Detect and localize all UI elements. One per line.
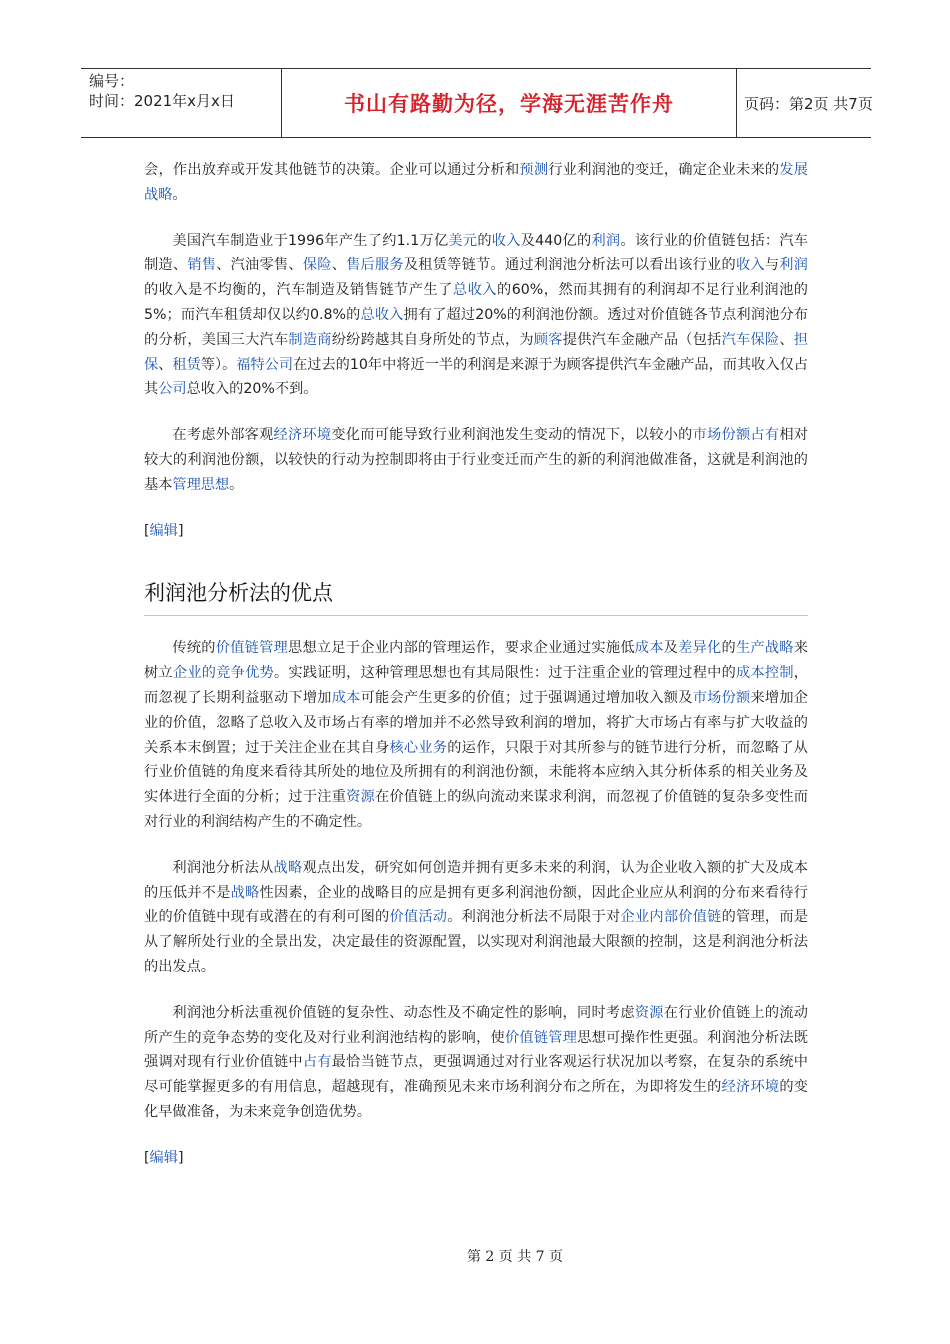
article-body <box>144 158 808 1171</box>
inline-link[interactable]: 收入 <box>491 232 521 249</box>
inline-link[interactable]: 经济环境 <box>273 427 332 444</box>
inline-link[interactable]: 价值活动 <box>389 909 448 926</box>
paragraph-text: 行业利润池的变迁，确定企业未来的 <box>548 162 780 178</box>
edit-link-2[interactable] <box>144 1146 808 1171</box>
paragraph-text: 相对较大的利润池份额，以较快的行动为控制即将由于行业变迁而产生的新的利润池做准备，这就是利润池的基本 <box>144 427 808 493</box>
paragraph-text: 最恰当链节点，更强调通过对行业客观运行状况加以考察，在复杂的系统中尽可能掌握更多的有用信息，超越现有，准确预见未来市场利润分布之所在，为即将发生的 <box>144 1054 808 1096</box>
edit-bracket-open: [ <box>144 1149 150 1166</box>
paragraph-text: 的 <box>477 232 492 249</box>
inline-link[interactable]: 价值链管理 <box>504 1029 578 1046</box>
page-footer: 第 2 页 共 7 页 <box>466 1249 564 1265</box>
edit-link-1[interactable] <box>144 519 808 544</box>
inline-link[interactable]: 经济环境 <box>721 1079 780 1096</box>
paragraph-text: 的运作，只限于对其所参与的链节进行分析，而忽略了从行业价值链的角度来看待其所处的地位及所拥有的利润池份额，未能将本应纳入其分析体系的相关业务及实体进行全面的分析；过于注重 <box>144 739 808 806</box>
paragraph-text: 思想可操作性更强。利润池分析法既强调对现有行业价值链中 <box>144 1029 808 1071</box>
inline-link[interactable]: 租赁 <box>172 356 201 373</box>
paragraph-5 <box>144 856 808 980</box>
inline-link[interactable]: 担保 <box>144 331 808 373</box>
paragraph-text: 的变化早做准备，为未来竞争创造优势。 <box>144 1079 808 1120</box>
edit-bracket-close: ] <box>177 522 184 539</box>
paragraph-text: 拥有了超过20%的利润池份额。透过对价值链各节点利润池分布的分析，美国三大汽车 <box>144 306 808 348</box>
paragraph-text: 来树立 <box>144 640 808 682</box>
edit-link-text[interactable]: 编辑 <box>149 522 178 539</box>
paragraph-text: 。实践证明，这种管理思想也有其局限性：过于注重企业的管理过程中的 <box>273 665 737 682</box>
inline-link[interactable]: 福特公司 <box>236 356 294 373</box>
paragraph-text: 、汽油零售、 <box>216 257 303 274</box>
inline-link[interactable]: 顾客 <box>533 331 563 348</box>
paragraph-text: 与 <box>764 257 780 274</box>
inline-link[interactable]: 成本控制 <box>736 665 794 682</box>
document-date: 时间：2021年x月x日 <box>89 92 235 110</box>
paragraph-text: 。 <box>172 186 187 203</box>
inline-link[interactable]: 公司 <box>158 381 187 398</box>
paragraph-3 <box>144 423 808 497</box>
inline-link[interactable]: 收入 <box>735 257 765 274</box>
inline-link[interactable]: 资源 <box>634 1004 664 1021</box>
paragraph-text: 。利润池分析法不局限于对 <box>447 909 621 926</box>
paragraph-text: 的收入是不均衡的，汽车制造及销售链节产生了 <box>144 282 453 299</box>
header-motto: 书山有路勤为径，学海无涯苦作舟 <box>344 91 674 116</box>
edit-bracket-close: ] <box>177 1149 184 1166</box>
paragraph-2 <box>144 229 808 403</box>
edit-bracket-open: [ <box>144 522 150 539</box>
inline-link[interactable]: 成本 <box>331 689 361 706</box>
inline-link[interactable]: 总收入 <box>452 282 497 299</box>
paragraph-text: 来增加企业的价值，忽略了总收入及市场占有率的增加并不必然导致利润的增加，将扩大市场占有率与扩大收益的关系本末倒置；过于关注企业在其自身 <box>144 689 808 756</box>
inline-link[interactable]: 汽车保险 <box>721 331 780 348</box>
inline-link[interactable]: 管理思想 <box>172 476 230 493</box>
page-header <box>81 68 871 138</box>
paragraph-text: 性因素，企业的战略目的应是拥有更多利润池份额，因此企业应从利润的分布来看待行业的价值链中现有或潜在的有利可图的 <box>144 884 808 926</box>
inline-link[interactable]: 企业内部价值链 <box>620 909 722 926</box>
paragraph-6 <box>144 1001 808 1125</box>
document-number: 编号： <box>89 72 135 90</box>
header-page-number: 页码：第2页 共7页 <box>744 94 873 113</box>
inline-link[interactable]: 保险 <box>302 257 332 274</box>
section-title: 利润池分析法的优点 <box>144 577 808 616</box>
paragraph-text: 总收入的20%不到。 <box>186 381 318 398</box>
inline-link[interactable]: 企业的竞争优势 <box>172 665 274 682</box>
edit-link-text[interactable]: 编辑 <box>149 1149 178 1166</box>
paragraph-text: 、 <box>331 257 347 274</box>
paragraph-text: 的60%，然而其拥有的利润却不足行业利润池的5%；而汽车租赁却仅以约0.8%的 <box>144 282 808 323</box>
paragraph-text: 及 <box>663 640 679 657</box>
paragraph-text: 可能会产生更多的价值；过于强调通过增加收入额及 <box>360 689 693 706</box>
inline-link[interactable]: 占有 <box>302 1054 332 1071</box>
paragraph-text: 及440亿的 <box>520 232 592 249</box>
paragraph-text: 、 <box>779 331 794 348</box>
paragraph-text: 思想立足于企业内部的管理运作，要求企业通过实施低 <box>288 640 635 657</box>
inline-link[interactable]: 价值链管理 <box>215 640 288 657</box>
inline-link[interactable]: 利润 <box>779 257 808 274</box>
paragraph-text: 美国汽车制造业于1996年产生了约1.1万亿 <box>172 232 449 249</box>
paragraph-text: 等）。 <box>200 356 237 373</box>
paragraph-text: 观点出发，研究如何创造并拥有更多未来的利润，认为企业收入额的扩大及成本的压低并不是 <box>144 859 808 901</box>
inline-link[interactable]: 预测 <box>519 162 549 178</box>
paragraph-text: 利润池分析法重视价值链的复杂性、动态性及不确定性的影响，同时考虑 <box>172 1004 635 1021</box>
paragraph-text: 变化而可能导致行业利润池发生变动的情况下，以较小的 <box>331 427 693 444</box>
paragraph-text: 在考虑外部客观 <box>172 427 274 444</box>
paragraph-text: 传统的 <box>172 640 216 657</box>
paragraph-4 <box>144 636 808 834</box>
inline-link[interactable]: 利润 <box>591 232 621 249</box>
inline-link[interactable]: 销售 <box>187 257 217 274</box>
paragraph-text: 在过去的10年中将近一半的利润是来源于为顾客提供汽车金融产品，而其收入仅占其 <box>144 356 808 398</box>
inline-link[interactable]: 核心业务 <box>389 739 448 756</box>
paragraph-1 <box>144 158 808 208</box>
inline-link[interactable]: 市场份额占有 <box>692 427 780 444</box>
inline-link[interactable]: 战略 <box>230 884 260 901</box>
inline-link[interactable]: 制造商 <box>288 331 332 348</box>
inline-link[interactable]: 美元 <box>448 232 478 249</box>
paragraph-text: 纷纷跨越其自身所处的节点，为 <box>331 331 534 348</box>
paragraph-text: 提供汽车金融产品（包括 <box>562 331 722 348</box>
paragraph-text: 利润池分析法从 <box>172 859 274 876</box>
inline-link[interactable]: 差异化 <box>678 640 722 657</box>
inline-link[interactable]: 售后服务 <box>346 257 404 274</box>
paragraph-text: 的 <box>721 640 736 657</box>
paragraph-text: 在价值链上的纵向流动来谋求利润，而忽视了价值链的复杂多变性而对行业的利润结构产生的不确定性。 <box>144 789 808 830</box>
inline-link[interactable]: 市场份额 <box>692 689 751 706</box>
paragraph-text: ，而忽视了长期利益驱动下增加 <box>144 665 808 706</box>
paragraph-text: 。 <box>229 476 244 493</box>
paragraph-text: 、 <box>158 356 173 373</box>
inline-link[interactable]: 战略 <box>273 859 303 876</box>
inline-link[interactable]: 总收入 <box>360 306 404 323</box>
paragraph-text: 在行业价值链上的流动所产生的竞争态势的变化及对行业利润池结构的影响，使 <box>144 1004 808 1046</box>
inline-link[interactable]: 资源 <box>346 789 376 806</box>
inline-link[interactable]: 生产战略 <box>735 640 794 657</box>
header-motto-cell <box>281 69 737 137</box>
inline-link[interactable]: 成本 <box>634 640 664 657</box>
inline-link[interactable]: 发展战略 <box>144 162 808 203</box>
header-meta <box>81 69 281 139</box>
paragraph-text: 。该行业的价值链包括：汽车制造、 <box>144 232 808 274</box>
paragraph-text: 及租赁等链节。通过利润池分析法可以看出该行业的 <box>403 257 736 274</box>
paragraph-text: 的管理，而是从了解所处行业的全景出发，决定最佳的资源配置，以实现对利润池最大限额的控制，这是利润池分析法的出发点。 <box>144 909 808 975</box>
paragraph-text: 会，作出放弃或开发其他链节的决策。企业可以通过分析和 <box>144 162 520 178</box>
